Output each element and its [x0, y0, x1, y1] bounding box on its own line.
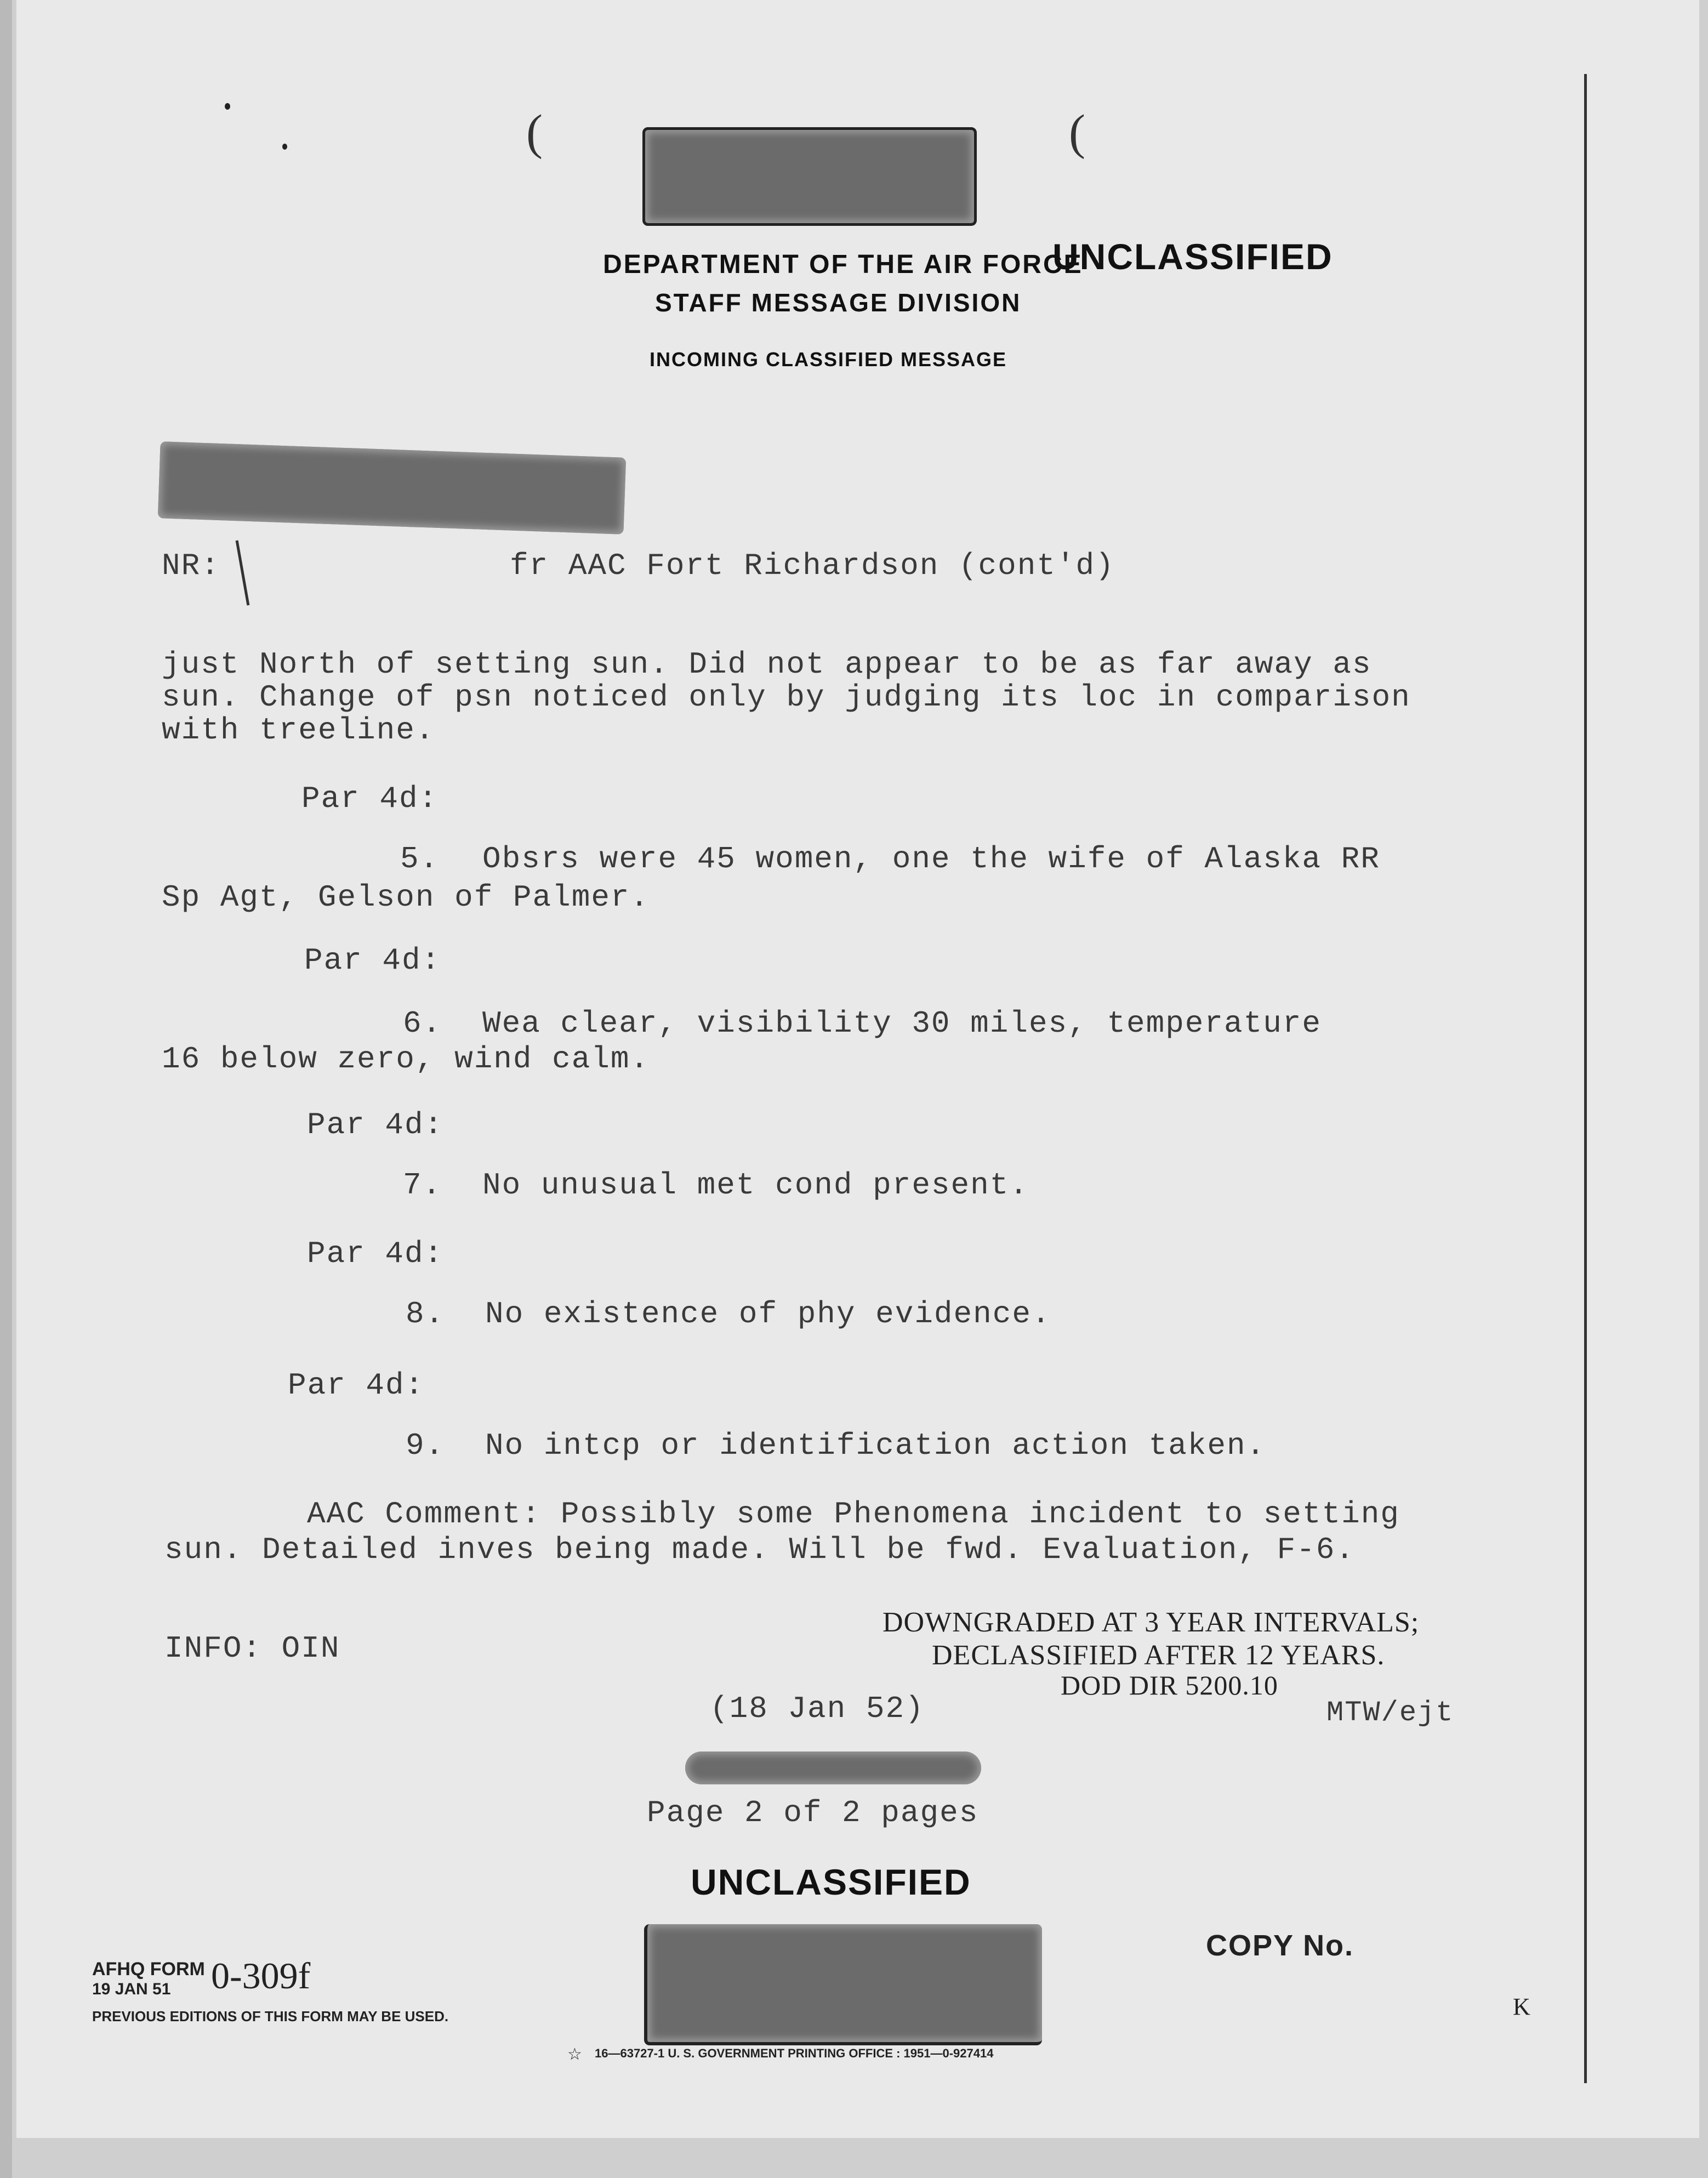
- division-title: STAFF MESSAGE DIVISION: [655, 288, 1022, 317]
- bracket-mark: (: [526, 105, 543, 160]
- paragraph-ref: Par 4d:: [288, 1368, 425, 1403]
- form-label: AFHQ FORM: [92, 1959, 205, 1980]
- body-line: just North of setting sun. Did not appear to be as far away as: [162, 647, 1372, 682]
- paragraph-number: 9.: [406, 1428, 445, 1463]
- copy-number-label: COPY No.: [1206, 1929, 1354, 1962]
- paragraph-number: 6.: [403, 1006, 442, 1041]
- typist-initials: MTW/ejt: [1326, 1697, 1454, 1729]
- paragraph-ref: Par 4d:: [301, 781, 439, 816]
- downgrade-line: DOWNGRADED AT 3 YEAR INTERVALS;: [883, 1607, 1420, 1638]
- speck: [282, 144, 287, 150]
- page-count: Page 2 of 2 pages: [647, 1795, 979, 1830]
- paragraph-ref: Par 4d:: [304, 943, 441, 978]
- comment-line: sun. Detailed inves being made. Will be fwd. Evaluation, F-6.: [164, 1532, 1355, 1567]
- page-left-edge: [0, 0, 12, 2178]
- from-line: fr AAC Fort Richardson (cont'd): [510, 548, 1115, 583]
- redacted-classification-stamp-top: [642, 127, 977, 226]
- form-date: 19 JAN 51: [92, 1980, 171, 1998]
- paragraph-line: Sp Agt, Gelson of Palmer.: [162, 880, 650, 915]
- speck: [225, 103, 230, 110]
- paragraph-number: 5.: [400, 841, 440, 877]
- paragraph-line: Obsrs were 45 women, one the wife of Alaska RR: [482, 841, 1380, 877]
- form-number: 0-309f: [211, 1955, 311, 1997]
- bracket-mark: (: [1069, 105, 1085, 160]
- paragraph-ref: Par 4d:: [307, 1236, 444, 1271]
- printing-office-line: 16—63727-1 U. S. GOVERNMENT PRINTING OFFICE : 1951—0-927414: [595, 2046, 994, 2060]
- editions-note: PREVIOUS EDITIONS OF THIS FORM MAY BE USED.: [92, 2008, 449, 2025]
- downgrade-line: DECLASSIFIED AFTER 12 YEARS.: [932, 1640, 1385, 1671]
- redacted-page-stamp: [685, 1752, 981, 1784]
- redacted-classification-stamp-bottom: [644, 1924, 1042, 2045]
- paragraph-number: 7.: [403, 1168, 442, 1203]
- star-icon: ☆: [567, 2045, 582, 2063]
- department-title: DEPARTMENT OF THE AIR FORCE: [603, 250, 1083, 279]
- paragraph-line: No unusual met cond present.: [482, 1168, 1029, 1203]
- footer-classification: UNCLASSIFIED: [691, 1862, 971, 1902]
- info-line: INFO: OIN: [164, 1631, 340, 1666]
- header-classification: UNCLASSIFIED: [1052, 236, 1333, 277]
- paragraph-line: No intcp or identification action taken.: [485, 1428, 1266, 1463]
- message-date: (18 Jan 52): [710, 1691, 925, 1726]
- body-line: with treeline.: [162, 713, 435, 748]
- corner-mark: K: [1513, 1993, 1530, 2020]
- paragraph-number: 8.: [406, 1296, 445, 1332]
- nr-label: NR:: [162, 548, 220, 583]
- redacted-routing-block: [158, 441, 626, 534]
- downgrade-line: DOD DIR 5200.10: [1061, 1670, 1278, 1701]
- right-margin-rule: [1584, 74, 1587, 2083]
- paragraph-line: 16 below zero, wind calm.: [162, 1042, 650, 1077]
- paragraph-line: No existence of phy evidence.: [485, 1296, 1051, 1332]
- comment-line: AAC Comment: Possibly some Phenomena incident to setting: [307, 1497, 1400, 1532]
- paragraph-line: Wea clear, visibility 30 miles, temperature: [482, 1006, 1322, 1041]
- body-line: sun. Change of psn noticed only by judging its loc in comparison: [162, 680, 1411, 715]
- message-type: INCOMING CLASSIFIED MESSAGE: [650, 348, 1007, 371]
- paragraph-ref: Par 4d:: [307, 1107, 444, 1142]
